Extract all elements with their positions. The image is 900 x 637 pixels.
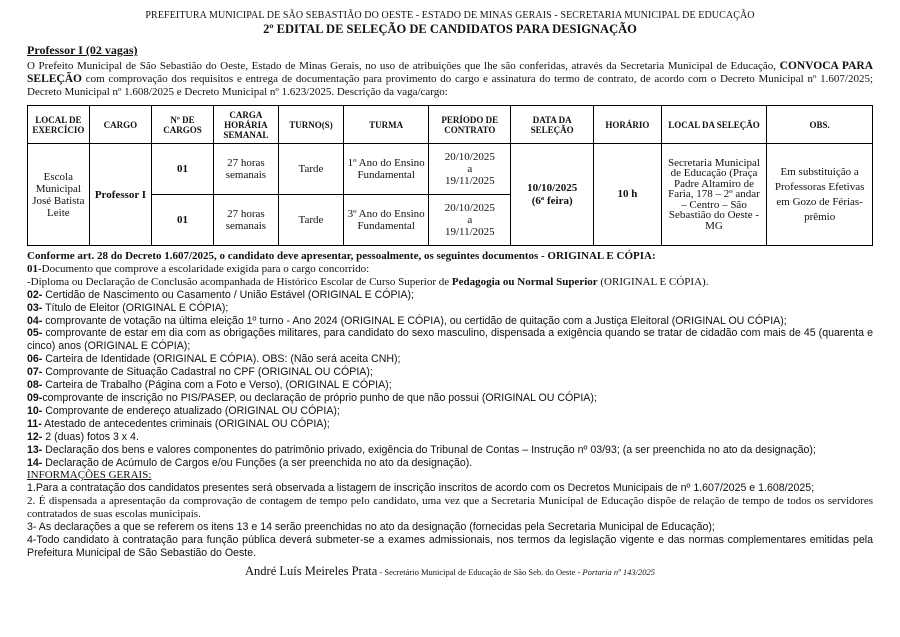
cell-turma: 1º Ano do Ensino Fundamental <box>343 144 428 195</box>
item-text: Comprovante de Situação Cadastral no CPF (ORIGINAL OU CÓPIA); <box>42 366 373 379</box>
cell-turma: 3º Ano do Ensino Fundamental <box>343 195 428 246</box>
item-text: Declaração dos bens e valores componentes do patrimônio privado, exigência do Tribunal de Contas – Instrução nº 03/93; (a ser preenchida no ato da designação); <box>42 443 816 456</box>
item-number: 02- <box>27 288 43 301</box>
documents-intro: Conforme art. 28 do Decreto 1.607/2025, o candidato deve apresentar, pessoalmente, os seguintes documentos - ORIGINAL E CÓPIA: <box>27 250 656 262</box>
item-text: comprovante de inscrição no PIS/PASEP, ou declaração de próprio punho de que não possui (ORIGINAL OU CÓPIA); <box>42 391 597 404</box>
item-number: 06- <box>27 353 43 366</box>
item-number: 05- <box>27 327 43 340</box>
cell-turno: Tarde <box>278 195 343 246</box>
general-info-item-3: 3- As declarações a que se referem os itens 13 e 14 serão preenchidas no ato da designação (fornecidas pela Secretaria Municipal de Educação); <box>27 521 715 534</box>
cell-local-selecao: Secretaria Municipal de Educação (Praça Padre Altamiro de Faria, 178 – 2º andar – Centro – São Sebastião do Oeste - MG <box>661 144 767 246</box>
signature-separator: - <box>377 566 385 577</box>
col-header-data-selecao: DATA DA SELEÇÃO <box>511 106 594 144</box>
intro-text-1: O Prefeito Municipal de São Sebastião do Oeste, Estado de Minas Gerais, no uso de atribuições que lhe são conferidas, através da Secretaria Municipal de Educação, <box>27 60 780 72</box>
periodo-end: 19/11/2025 <box>444 175 495 187</box>
section-title-professor: Professor I (02 vagas) <box>27 43 138 57</box>
item-number: 11- <box>27 417 42 430</box>
signature-portaria: Portaria nº 143/2025 <box>582 566 655 577</box>
cell-carga-horaria: 27 horas semanais <box>213 144 278 195</box>
item-bold-text: Pedagogia ou Normal Superior <box>451 275 598 288</box>
col-header-n-cargos: Nº DE CARGOS <box>152 106 214 144</box>
cell-obs: Em substituição a Professoras Efetivas em Gozo de Férias-prêmio <box>767 144 873 246</box>
document-item-03 <box>27 302 873 315</box>
cell-data-selecao <box>511 144 594 246</box>
document-item-14 <box>27 457 873 470</box>
periodo-connector: a <box>467 163 473 175</box>
col-header-horario: HORÁRIO <box>594 106 662 144</box>
cell-periodo <box>429 144 511 195</box>
signature-name: André Luís Meireles Prata <box>245 563 378 578</box>
document-item-06 <box>27 353 873 366</box>
periodo-start: 20/10/2025 <box>444 151 495 163</box>
item-text: Título de Eleitor (ORIGINAL E CÓPIA); <box>42 301 229 314</box>
data-selecao-date: 10/10/2025 <box>527 181 578 194</box>
item-number: 04- <box>27 314 43 327</box>
item-number: 08- <box>27 379 43 392</box>
item-number: 07- <box>27 366 43 379</box>
document-item-05 <box>27 327 873 353</box>
item-number: 10- <box>27 404 43 417</box>
document-item-12 <box>27 431 873 444</box>
signature-role: Secretário Municipal de Educação de São Seb. do Oeste - <box>384 566 583 577</box>
general-info-item-2: 2. É dispensada a apresentação da comprovação de contagem de tempo pelo candidato, uma vez que a Secretaria Municipal de Educação dispõe de relação de tempo de todos os servidores contratados de suas escolas municipais. <box>27 495 873 521</box>
col-header-periodo: PERÍODO DE CONTRATO <box>429 106 511 144</box>
item-text: Carteira de Identidade (ORIGINAL E CÓPIA). OBS: (Não será aceita CNH); <box>42 353 401 366</box>
item-text: comprovante de estar em dia com as obrigações militares, para candidato do sexo masculino, dispensada a exigência quando se tratar de cidadão com mais de 45 (quarenta e cinco) anos (ORIGINAL E CÓPIA); <box>27 327 873 353</box>
document-title: 2º EDITAL DE SELEÇÃO DE CANDIDATOS PARA DESIGNAÇÃO <box>263 22 637 36</box>
item-text: Carteira de Trabalho (Página com a Foto e Verso), (ORIGINAL E CÓPIA); <box>42 379 392 392</box>
item-number: 13- <box>27 443 43 456</box>
cell-n-cargos: 01 <box>152 144 214 195</box>
data-selecao-weekday: (6ª feira) <box>531 194 573 207</box>
general-info-title: INFORMAÇÕES GERAIS: <box>27 469 152 482</box>
col-header-local-exercicio: LOCAL DE EXERCÍCIO <box>28 106 90 144</box>
periodo-connector: a <box>467 214 473 226</box>
item-text: Documento que comprove a escolaridade exigida para o cargo concorrido: <box>41 262 370 275</box>
table-header-row <box>28 106 873 144</box>
document-item-11 <box>27 418 873 431</box>
cell-horario: 10 h <box>594 144 662 246</box>
item-text: Atestado de antecedentes criminais (ORIGINAL OU CÓPIA); <box>41 417 330 430</box>
intro-bold-convoca: CONVOCA PARA SELEÇÃO <box>27 60 873 85</box>
cell-periodo <box>429 195 511 246</box>
documents-section <box>27 250 873 469</box>
document-item-09 <box>27 392 873 405</box>
item-text: Comprovante de endereço atualizado (ORIGINAL OU CÓPIA); <box>42 404 340 417</box>
document-item-01 <box>27 263 873 276</box>
document-header-line1: PREFEITURA MUNICIPAL DE SÃO SEBASTIÃO DO OESTE - ESTADO DE MINAS GERAIS - SECRETARIA MUNICIPAL DE EDUCAÇÃO <box>145 10 755 21</box>
cell-local-exercicio: Escola Municipal José Batista Leite <box>28 144 90 246</box>
item-text: Declaração de Acúmulo de Cargos e/ou Funções (a ser preenchida no ato da designação). <box>42 456 473 469</box>
document-item-04 <box>27 315 873 328</box>
item-number: 03- <box>27 301 43 314</box>
table-row <box>28 144 873 195</box>
cell-n-cargos: 01 <box>152 195 214 246</box>
document-item-01-sub <box>27 276 873 289</box>
col-header-carga-horaria: CARGA HORÁRIA SEMANAL <box>213 106 278 144</box>
periodo-end: 19/11/2025 <box>444 226 495 238</box>
periodo-start: 20/10/2025 <box>444 202 495 214</box>
col-header-local-selecao: LOCAL DA SELEÇÃO <box>661 106 767 144</box>
document-item-08 <box>27 379 873 392</box>
general-info-section <box>27 469 873 559</box>
intro-text-2: com comprovação dos requisitos e entrega de documentação para provimento do cargo e assinatura do termo de contrato, de acordo com o Decreto Municipal nº 1.607/2025; Decreto Municipal nº 1.608/2025 e Decreto Municipal nº 1.623/2025. Descrição da vaga/cargo: <box>27 73 873 98</box>
general-info-item-1: 1.Para a contratação dos candidatos presentes será observada a listagem de inscrição inscritos de acordo com os Decretos Municipais de nº 1.607/2025 e 1.608/2025; <box>27 482 815 495</box>
signature-line <box>27 564 873 579</box>
col-header-turnos: TURNO(S) <box>278 106 343 144</box>
item-text-post: (ORIGINAL E CÓPIA). <box>597 275 709 288</box>
item-text: comprovante de votação na última eleição 1º turno - Ano 2024 (ORIGINAL E CÓPIA), ou certidão de quitação com a Justiça Eleitoral (ORIGINAL OU CÓPIA); <box>42 314 787 327</box>
document-item-13 <box>27 444 873 457</box>
col-header-obs: OBS. <box>767 106 873 144</box>
vacancy-table <box>27 105 873 246</box>
col-header-cargo: CARGO <box>89 106 152 144</box>
cell-cargo: Professor I <box>89 144 152 246</box>
cell-turno: Tarde <box>278 144 343 195</box>
item-number: 09- <box>27 391 43 404</box>
document-item-10 <box>27 405 873 418</box>
document-item-02 <box>27 289 873 302</box>
document-item-07 <box>27 366 873 379</box>
cell-carga-horaria: 27 horas semanais <box>213 195 278 246</box>
item-text: Certidão de Nascimento ou Casamento / União Estável (ORIGINAL E CÓPIA); <box>42 288 415 301</box>
item-number: 14- <box>27 456 43 469</box>
col-header-turma: TURMA <box>343 106 428 144</box>
item-number: 12- <box>27 430 43 443</box>
item-number: 01- <box>27 262 42 275</box>
item-text: 2 (duas) fotos 3 x 4. <box>42 430 139 443</box>
general-info-item-4: 4-Todo candidato à contratação para função pública deverá submeter-se a exames admissionais, nos termos da legislação vigente e das normas complementares emitidas pela Prefeitura Municipal de São Sebastião do Oeste. <box>27 534 873 559</box>
item-text: -Diploma ou Declaração de Conclusão acompanhada de Histórico Escolar de Curso Superior de <box>27 275 452 288</box>
intro-paragraph <box>27 60 873 99</box>
